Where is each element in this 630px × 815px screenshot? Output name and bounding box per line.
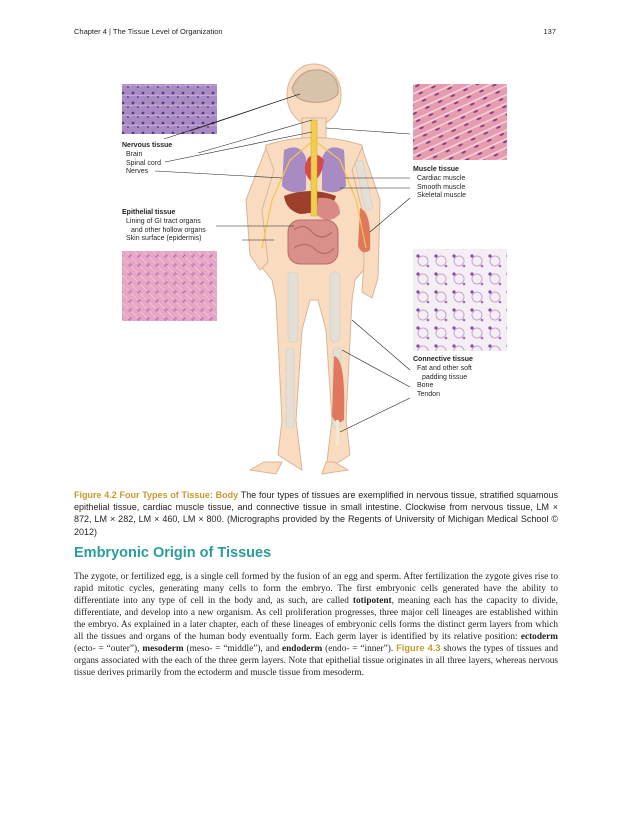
section-heading: Embryonic Origin of Tissues <box>74 545 272 561</box>
nervous-item-nerves: Nerves <box>126 168 149 176</box>
caption-label: Figure 4.2 Four Types of Tissue: Body <box>74 490 239 500</box>
epithelial-item-skin: Skin surface (epidermis) <box>126 235 202 243</box>
muscle-micrograph <box>413 84 507 160</box>
figure-4-3-link[interactable]: Figure 4.3 <box>396 643 441 654</box>
epithelial-tissue-title: Epithelial tissue <box>122 209 176 216</box>
epithelial-item-gi: Lining of GI tract organs <box>126 217 201 225</box>
nervous-item-brain: Brain <box>126 150 143 158</box>
connective-item-fat: Fat and other soft <box>417 364 472 372</box>
body-text-5: (endo- = “inner”). <box>322 644 397 655</box>
spinal-cord <box>311 120 317 216</box>
body-paragraph <box>74 572 558 680</box>
tendon <box>336 420 339 446</box>
epithelial-micrograph <box>122 251 217 321</box>
nervous-tissue-title: Nervous tissue <box>122 142 173 149</box>
connective-item-padding: padding tissue <box>422 373 468 381</box>
muscle-item-skeletal: Skeletal muscle <box>417 192 467 200</box>
term-endoderm: endoderm <box>282 644 323 655</box>
connective-micrograph <box>413 249 507 351</box>
muscle-tissue-title: Muscle tissue <box>413 166 459 173</box>
body-text-4: (meso- = “middle”), and <box>183 644 282 655</box>
muscle-item-smooth: Smooth muscle <box>417 183 466 191</box>
page-number: 137 <box>543 27 556 36</box>
figure-caption <box>74 489 558 538</box>
connective-tissue-title: Connective tissue <box>413 356 473 363</box>
term-mesoderm: mesoderm <box>142 644 184 655</box>
connective-tissue-label <box>413 356 473 400</box>
lungs-right <box>322 147 346 192</box>
intestines <box>288 220 338 264</box>
body-text-2: , meaning each has the capacity to divide, differentiate, and develop into a new organism. As cell proliferation progresses, three major cell lineages are established within the embryo. As explained in a later chapter, each of these lineages of embryonic cells forms the distinct germ layers from which all the tissues and organs of the human body eventually form. Each germ layer is identified by its relative position: <box>74 595 558 642</box>
term-totipotent: totipotent <box>352 595 392 606</box>
epithelial-tissue-label <box>122 209 206 244</box>
muscle-item-cardiac: Cardiac muscle <box>417 174 466 182</box>
body-text-6: shows the types of tissues and organs associated with the each of the three germ layers. Note that epithelial tissue originates in all three layers, whereas nervous tissue derives primarily from the ectoderm and muscle tissue from mesoderm. <box>74 644 558 679</box>
epithelial-item-hollow: and other hollow organs <box>131 226 206 234</box>
connective-item-bone: Bone <box>417 382 434 390</box>
nervous-item-spinal-cord: Spinal cord <box>126 159 162 167</box>
connective-item-tendon: Tendon <box>417 391 440 399</box>
term-ectoderm: ectoderm <box>520 631 558 642</box>
body-text-1: The zygote, or fertilized egg, is a single cell formed by the fusion of an egg and sperm. After fertilization the zygote gives rise to rapid mitotic cycles, generating many cells to form the embryo. The first embryonic cells generated have the ability to differentiate into any type of cell in the body and, as such, are called <box>74 572 558 606</box>
chapter-title: Chapter 4 | The Tissue Level of Organization <box>74 27 223 36</box>
body-text-3: (ecto- = “outer”), <box>74 644 143 655</box>
caption-text: The four types of tissues are exemplified in nervous tissue, stratified squamous epithelial tissue, cardiac muscle tissue, and connective tissue in small intestine. Clockwise from nervous tissue, LM × 872, LM × 282, LM × 460, LM × 800. (Micrographs provided by the Regents of University of Michigan Medical School © 2012) <box>74 490 558 537</box>
muscle-tissue-label <box>413 166 466 201</box>
nervous-tissue-label <box>122 142 172 177</box>
